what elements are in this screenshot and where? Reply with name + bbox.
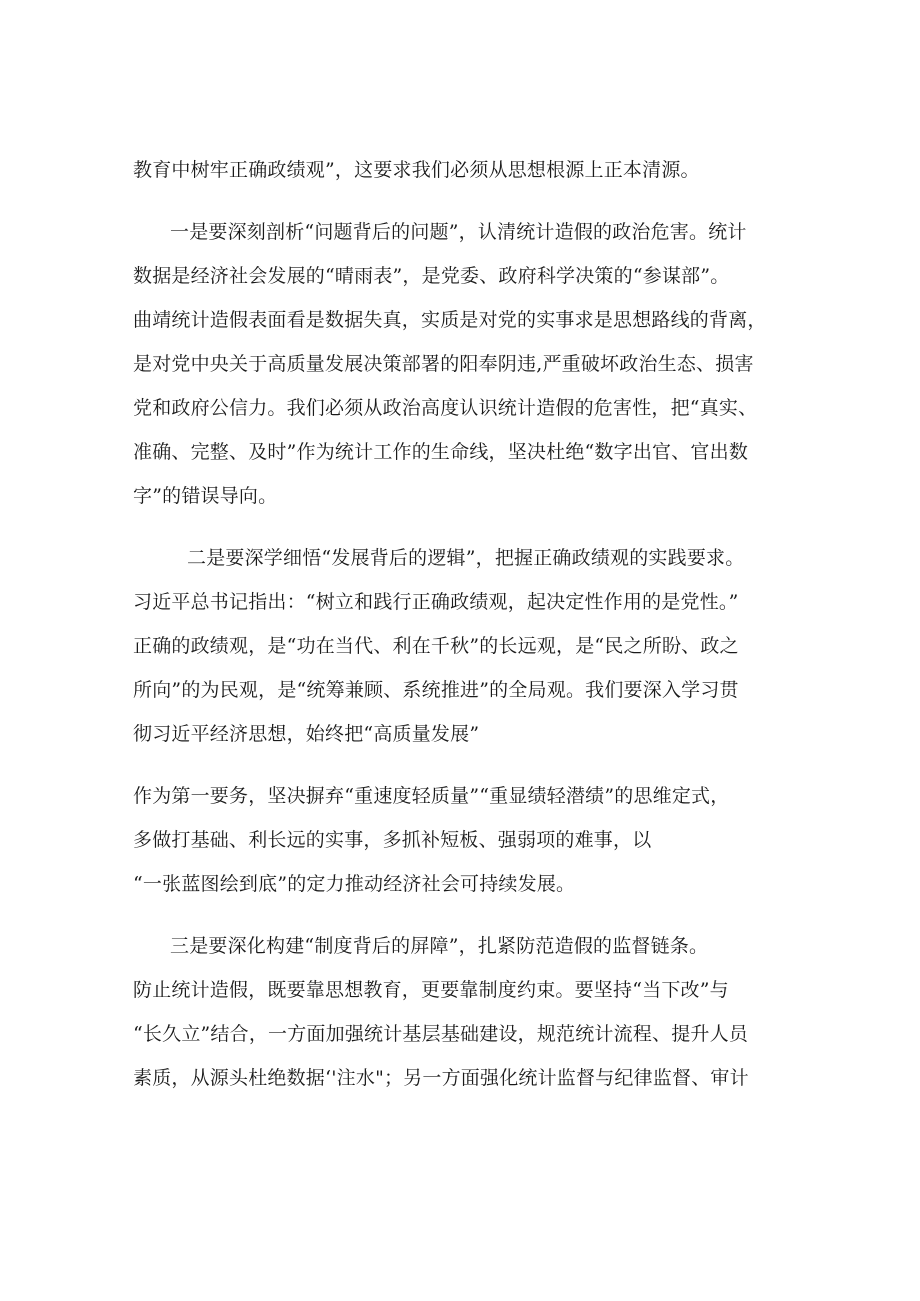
- paragraph-line: “长久立”结合，一方面加强统计基层基础建设，规范统计流程、提升人员: [133, 1023, 749, 1045]
- paragraph-line: 二是要深学细悟“发展背后的逻辑”，把握正确政绩观的实践要求。: [187, 547, 745, 569]
- paragraph-line: 是对党中央关于高质量发展决策部署的阳奉阴违,严重破坏政治生态、损害: [133, 353, 754, 375]
- paragraph-line: 曲靖统计造假表面看是数据失真，实质是对党的实事求是思想路线的背离，: [133, 309, 767, 331]
- paragraph-line: 所向”的为民观，是“统筹兼顾、系统推进”的全局观。我们要深入学习贯: [133, 679, 739, 701]
- paragraph-line: 准确、完整、及时”作为统计工作的生命线，坚决杜绝“数字出官、官出数: [133, 441, 749, 463]
- paragraph-line: 习近平总书记指出：“树立和践行正确政绩观，起决定性作用的是党性。”: [133, 591, 739, 613]
- paragraph-line: “一张蓝图绘到底”的定力推动经济社会可持续发展。: [133, 873, 576, 895]
- paragraph-line: 党和政府公信力。我们必须从政治高度认识统计造假的危害性，把“真实、: [133, 397, 758, 419]
- paragraph-line: 作为第一要务，坚决摒弃“重速度轻质量”“重显绩轻潜绩”的思维定式，: [133, 785, 730, 807]
- paragraph-line: 三是要深化构建“制度背后的屏障”，扎紧防范造假的监督链条。: [170, 935, 709, 957]
- paragraph-line: 正确的政绩观，是“功在当代、利在千秋”的长远观，是“民之所盼、政之: [133, 635, 739, 657]
- paragraph-line: 素质，从源头杜绝数据‘'注水"；另一方面强化统计监督与纪律监督、审计: [133, 1067, 749, 1089]
- paragraph-line: 数据是经济社会发展的“晴雨表”，是党委、政府科学决策的“参谋部”。: [133, 265, 730, 287]
- paragraph-line: 彻习近平经济思想，始终把“高质量发展”: [133, 723, 480, 745]
- paragraph-line: 防止统计造假，既要靠思想教育，更要靠制度约束。要坚持“当下改”与: [133, 979, 729, 1001]
- paragraph-line: 一是要深刻剖析“问题背后的问题”，认清统计造假的政治危害。统计: [170, 221, 747, 243]
- paragraph-line: 教育中树牢正确政绩观”，这要求我们必须从思想根源上正本清源。: [133, 159, 700, 181]
- paragraph-line: 字”的错误导向。: [133, 485, 278, 507]
- paragraph-line: 多做打基础、利长远的实事，多抓补短板、强弱项的难事，以: [133, 829, 652, 851]
